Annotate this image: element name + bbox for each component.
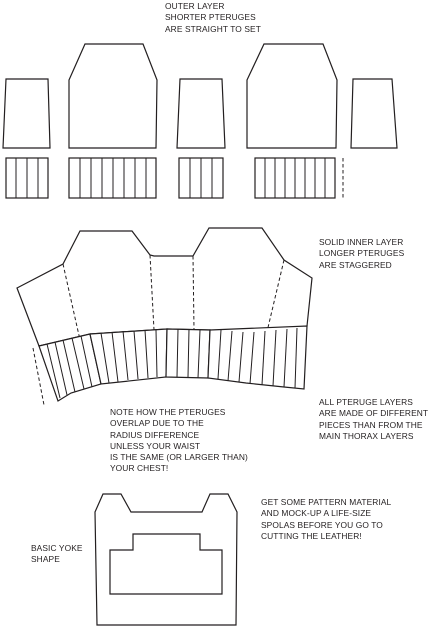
note-inner-layer: SOLID INNER LAYER LONGER PTERUGES ARE STAGGERED <box>319 237 405 270</box>
outer-side-panel-middle <box>177 79 225 148</box>
note-mockup: GET SOME PATTERN MATERIAL AND MOCK-UP A LIFE-SIZE SPOLAS BEFORE YOU GO TO CUTTING THE LEATHER! <box>261 497 392 541</box>
inner-pteruge-strip-left <box>33 334 101 405</box>
outer-layer-group <box>3 44 397 198</box>
inner-layer-group <box>17 228 312 405</box>
outer-pteruge-strip-middle <box>179 158 223 198</box>
outer-side-panel-left <box>3 79 50 148</box>
outer-pteruge-strip-back <box>255 158 343 198</box>
outer-side-panel-right <box>351 79 397 148</box>
outer-back-panel <box>247 44 337 148</box>
inner-pteruge-strip-front <box>90 329 167 384</box>
yoke-group <box>95 494 237 625</box>
note-outer-layer: OUTER LAYER SHORTER PTERUGES ARE STRAIGHT TO SET <box>165 1 261 34</box>
outer-front-panel <box>69 44 157 148</box>
outer-pteruge-strip-left <box>6 158 48 198</box>
inner-pteruge-strip-back <box>208 326 307 389</box>
inner-pteruge-strip-middle <box>166 329 210 378</box>
note-overlap: NOTE HOW THE PTERUGES OVERLAP DUE TO THE RADIUS DIFFERENCE UNLESS YOUR WAIST IS THE SAME (OR LARGER THAN) YOUR CHEST! <box>110 407 248 474</box>
note-yoke-shape: BASIC YOKE SHAPE <box>31 543 83 565</box>
note-pteruge-layers: ALL PTERUGE LAYERS ARE MADE OF DIFFERENT PIECES THAN FROM THE MAIN THORAX LAYERS <box>319 397 429 441</box>
outer-pteruge-strip-front <box>69 158 156 198</box>
